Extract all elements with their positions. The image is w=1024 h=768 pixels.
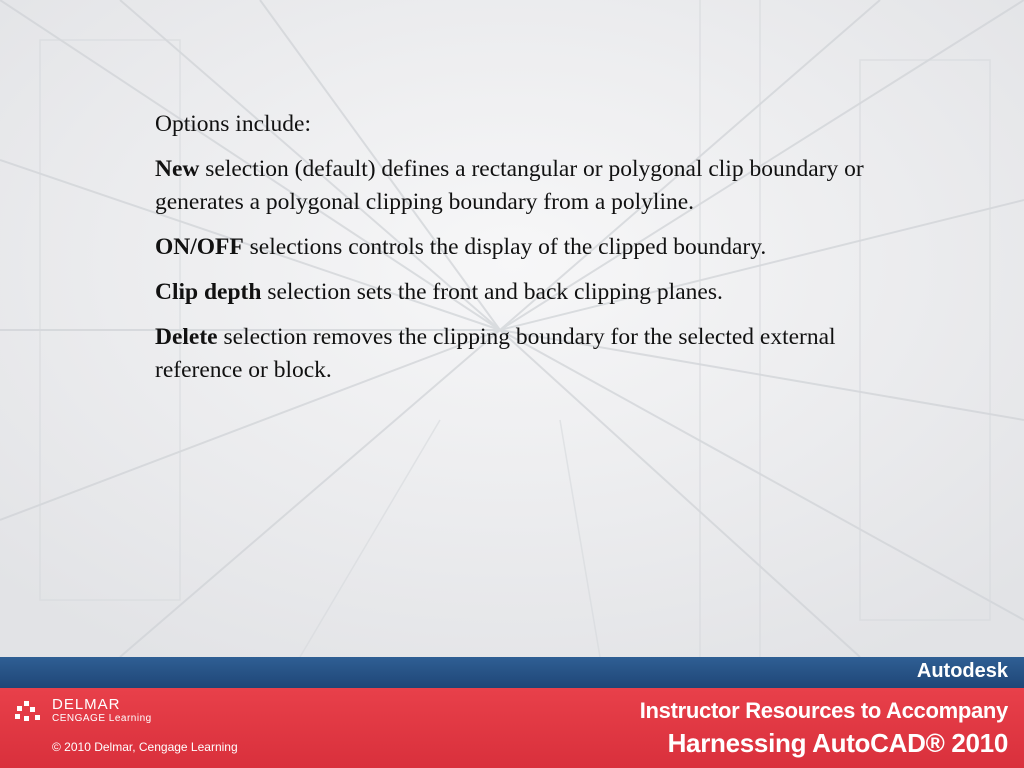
delmar-logo-icon [14,700,44,724]
paragraph-new-option: New selection (default) defines a rectangular or polygonal clip boundary or generates a polygonal clipping boundary from a polyline. [155,156,864,215]
publisher-logo-text [52,697,152,725]
term-new: New [155,156,200,182]
publisher-subname: CENGAGE Learning [52,713,152,724]
autodesk-logo-text: Autodesk [916,660,1008,682]
paragraph-on-off-option: ON/OFF selections controls the display of the clipped boundary. [155,234,767,260]
publisher-name: DELMAR [52,696,121,713]
instructor-resources-text: Instructor Resources to Accompany [639,698,1008,723]
slide-body [155,108,915,399]
paragraph-delete-option: Delete selection removes the clipping boundary for the selected external reference or block. [155,324,836,383]
copyright-text: © 2010 Delmar, Cengage Learning [52,740,238,754]
book-title-text: Harnessing AutoCAD® 2010 [667,728,1008,758]
term-clip-depth: Clip depth [155,279,262,305]
term-on-off: ON/OFF [155,234,244,260]
paragraph-options-include: Options include: [155,111,311,137]
paragraph-clip-depth-option: Clip depth selection sets the front and back clipping planes. [155,279,723,305]
footer-red-band [0,688,1024,768]
footer-blue-band [0,657,1024,688]
term-delete: Delete [155,324,218,350]
